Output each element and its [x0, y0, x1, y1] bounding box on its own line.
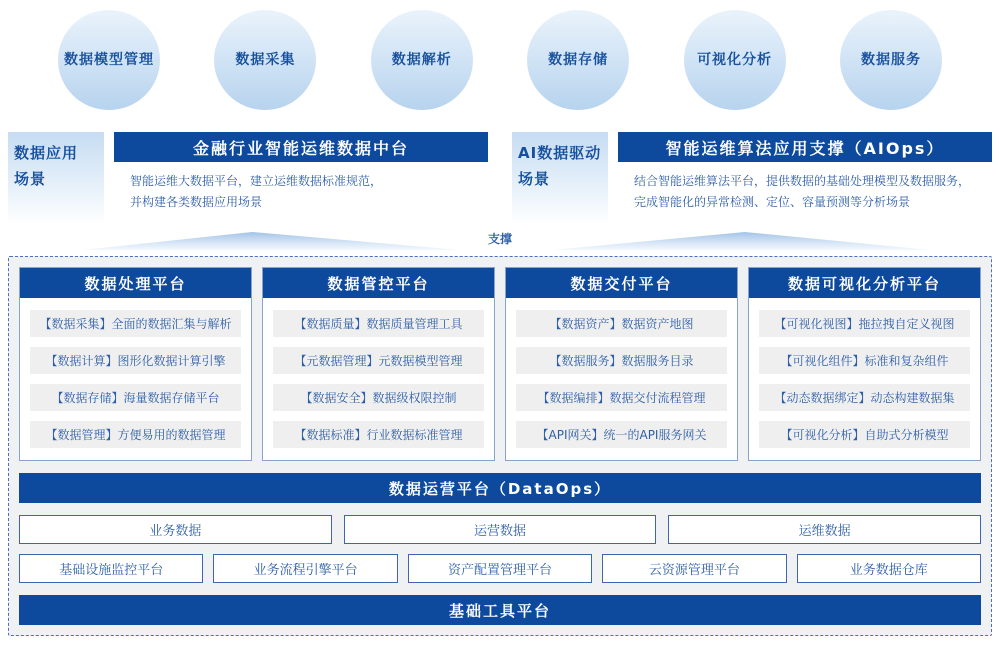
platform-card-data-governance — [262, 267, 495, 461]
scenario-desc-line1: 结合智能运维算法平台，提供数据的基础处理模型及数据服务， — [634, 174, 971, 188]
circle-label: 数据解析 — [391, 51, 452, 68]
platform-title: 数据处理平台 — [20, 268, 251, 298]
capability-circles-row — [0, 0, 1000, 110]
platform-item: 【可视化分析】自助式分析模型 — [759, 421, 970, 448]
scenario-label — [512, 132, 608, 224]
circle-label: 可视化分析 — [697, 51, 773, 68]
platform-title: 数据可视化分析平台 — [749, 268, 980, 298]
platform-title: 数据管控平台 — [263, 268, 494, 298]
scenario-ai-data-driven — [512, 132, 992, 224]
infra-platform-business-data-warehouse: 业务数据仓库 — [797, 554, 981, 583]
platform-item: 【数据安全】数据级权限控制 — [273, 384, 484, 411]
scenario-desc-line2: 完成智能化的异常检测、定位、容量预测等分析场景 — [634, 195, 911, 209]
platform-container — [8, 256, 992, 636]
infra-platform-cloud-resource: 云资源管理平台 — [602, 554, 786, 583]
capability-circle-data-model-management — [58, 10, 160, 110]
platform-items — [20, 298, 251, 460]
platform-item: 【数据存储】海量数据存储平台 — [30, 384, 241, 411]
platform-grid — [19, 267, 981, 461]
platform-card-data-processing — [19, 267, 252, 461]
platform-item: 【数据质量】数据质量管理工具 — [273, 310, 484, 337]
base-tools-banner: 基础工具平台 — [19, 595, 981, 625]
scenario-description — [114, 171, 488, 213]
data-source-business-data: 业务数据 — [19, 515, 332, 544]
scenario-title-banner: 金融行业智能运维数据中台 — [114, 132, 488, 162]
platform-items — [749, 298, 980, 460]
platform-items — [506, 298, 737, 460]
capability-circle-data-collection — [214, 10, 316, 110]
platform-item: 【数据标准】行业数据标准管理 — [273, 421, 484, 448]
infra-platform-asset-configuration: 资产配置管理平台 — [408, 554, 592, 583]
scenario-label-line2: 场景 — [14, 170, 47, 189]
platform-item: 【API网关】统一的API服务网关 — [516, 421, 727, 448]
platform-item: 【动态数据绑定】动态构建数据集 — [759, 384, 970, 411]
dataops-banner: 数据运营平台（DataOps） — [19, 473, 981, 503]
infra-platform-infrastructure-monitoring: 基础设施监控平台 — [19, 554, 203, 583]
platform-item: 【数据管理】方便易用的数据管理 — [30, 421, 241, 448]
scenario-description — [618, 171, 992, 213]
platform-item: 【可视化视图】拖拉拽自定义视图 — [759, 310, 970, 337]
capability-circle-data-storage — [527, 10, 629, 110]
circle-label: 数据模型管理 — [64, 51, 154, 68]
platform-item: 【数据采集】全面的数据汇集与解析 — [30, 310, 241, 337]
support-arrow-icon — [82, 232, 460, 250]
infra-platform-business-process-engine: 业务流程引擎平台 — [213, 554, 397, 583]
support-label: 支撑 — [487, 232, 513, 246]
platform-card-data-visualization — [748, 267, 981, 461]
capability-circle-data-service — [840, 10, 942, 110]
support-arrow-icon — [552, 232, 930, 250]
data-source-operation-data: 运营数据 — [344, 515, 657, 544]
platform-items — [263, 298, 494, 460]
scenario-desc-line1: 智能运维大数据平台，建立运维数据标准规范， — [130, 174, 383, 188]
platform-card-data-delivery — [505, 267, 738, 461]
scenario-label — [8, 132, 104, 224]
circle-label: 数据存储 — [548, 51, 609, 68]
scenario-data-application — [8, 132, 488, 224]
scenario-row — [0, 132, 1000, 224]
scenario-label-line2: 场景 — [518, 170, 551, 189]
circle-label: 数据采集 — [235, 51, 296, 68]
support-row — [0, 224, 1000, 256]
infra-platforms-row — [19, 554, 981, 583]
scenario-title-banner: 智能运维算法应用支撑（AIOps） — [618, 132, 992, 162]
data-sources-row — [19, 515, 981, 544]
scenario-desc-line2: 并构建各类数据应用场景 — [130, 195, 263, 209]
scenario-body — [618, 132, 992, 224]
capability-circle-visual-analysis — [684, 10, 786, 110]
scenario-label-line1: 数据应用 — [14, 144, 79, 162]
platform-item: 【数据编排】数据交付流程管理 — [516, 384, 727, 411]
scenario-body — [114, 132, 488, 224]
circle-label: 数据服务 — [860, 51, 921, 68]
scenario-label-line1: AI数据驱动 — [518, 144, 602, 162]
data-source-ops-data: 运维数据 — [668, 515, 981, 544]
platform-item: 【数据资产】数据资产地图 — [516, 310, 727, 337]
platform-item: 【数据计算】图形化数据计算引擎 — [30, 347, 241, 374]
platform-title: 数据交付平台 — [506, 268, 737, 298]
platform-item: 【元数据管理】元数据模型管理 — [273, 347, 484, 374]
platform-item: 【数据服务】数据服务目录 — [516, 347, 727, 374]
platform-item: 【可视化组件】标准和复杂组件 — [759, 347, 970, 374]
capability-circle-data-parsing — [371, 10, 473, 110]
